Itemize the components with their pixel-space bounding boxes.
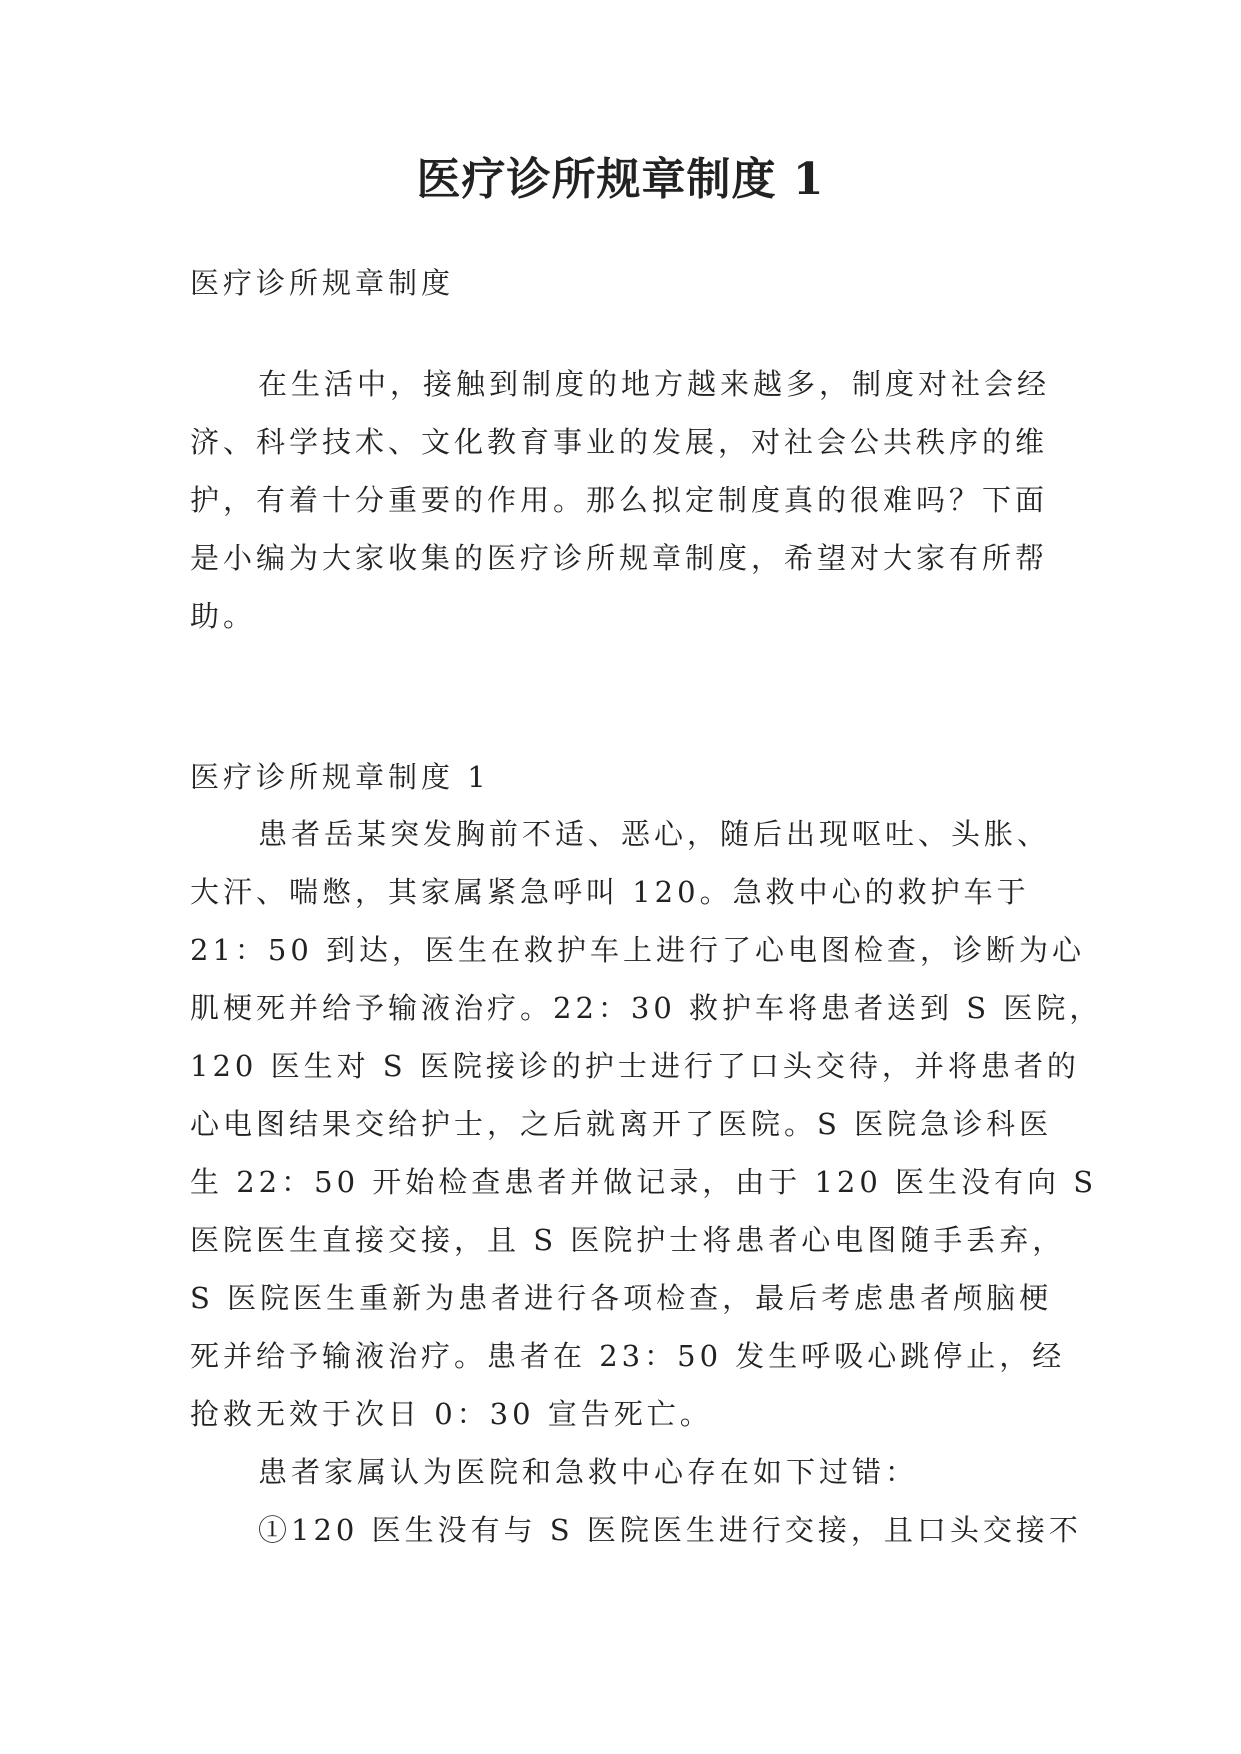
text-line: 21：50 到达，医生在救护车上进行了心电图检查，诊断为心	[190, 933, 1086, 967]
text-line: 在生活中，接触到制度的地方越来越多，制度对社会经	[258, 367, 1051, 401]
intro-paragraph	[190, 355, 1060, 645]
complaint-line: 患者家属认为医院和急救中心存在如下过错：	[258, 1455, 919, 1489]
text-line: 护，有着十分重要的作用。那么拟定制度真的很难吗？下面	[190, 483, 1049, 517]
text-line: 济、科学技术、文化教育事业的发展，对社会公共秩序的维	[190, 425, 1049, 459]
document-subtitle: 医疗诊所规章制度	[190, 266, 455, 300]
text-line: 120 医生对 S 医院接诊的护士进行了口头交待，并将患者的	[190, 1049, 1080, 1083]
text-line: 死并给予输液治疗。患者在 23：50 发生呼吸心跳停止，经	[190, 1339, 1066, 1373]
text-line: 生 22：50 开始检查患者并做记录，由于 120 医生没有向 S	[190, 1165, 1098, 1199]
text-line: 助。	[190, 599, 257, 633]
text-line: S 医院医生重新为患者进行各项检查，最后考虑患者颅脑梗	[190, 1281, 1053, 1315]
list-item: ①120 医生没有与 S 医院医生进行交接，且口头交接不	[258, 1513, 1082, 1547]
document-title: 医疗诊所规章制度 1	[416, 154, 825, 205]
text-line: 患者岳某突发胸前不适、恶心，随后出现呕吐、头胀、	[258, 817, 1051, 851]
section-heading: 医疗诊所规章制度 1	[190, 760, 490, 794]
text-line: 肌梗死并给予输液治疗。22：30 救护车将患者送到 S 医院，	[190, 991, 1103, 1025]
text-line: 医院医生直接交接，且 S 医院护士将患者心电图随手丢弃，	[190, 1223, 1066, 1257]
text-line: 心电图结果交给护士，之后就离开了医院。S 医院急诊科医	[190, 1107, 1053, 1141]
text-line: 大汗、喘憋，其家属紧急呼叫 120。急救中心的救护车于	[190, 875, 1030, 909]
text-line: 是小编为大家收集的医疗诊所规章制度，希望对大家有所帮	[190, 541, 1049, 575]
case-paragraph	[190, 805, 1103, 1559]
text-line: 抢救无效于次日 0：30 宣告死亡。	[190, 1397, 713, 1431]
